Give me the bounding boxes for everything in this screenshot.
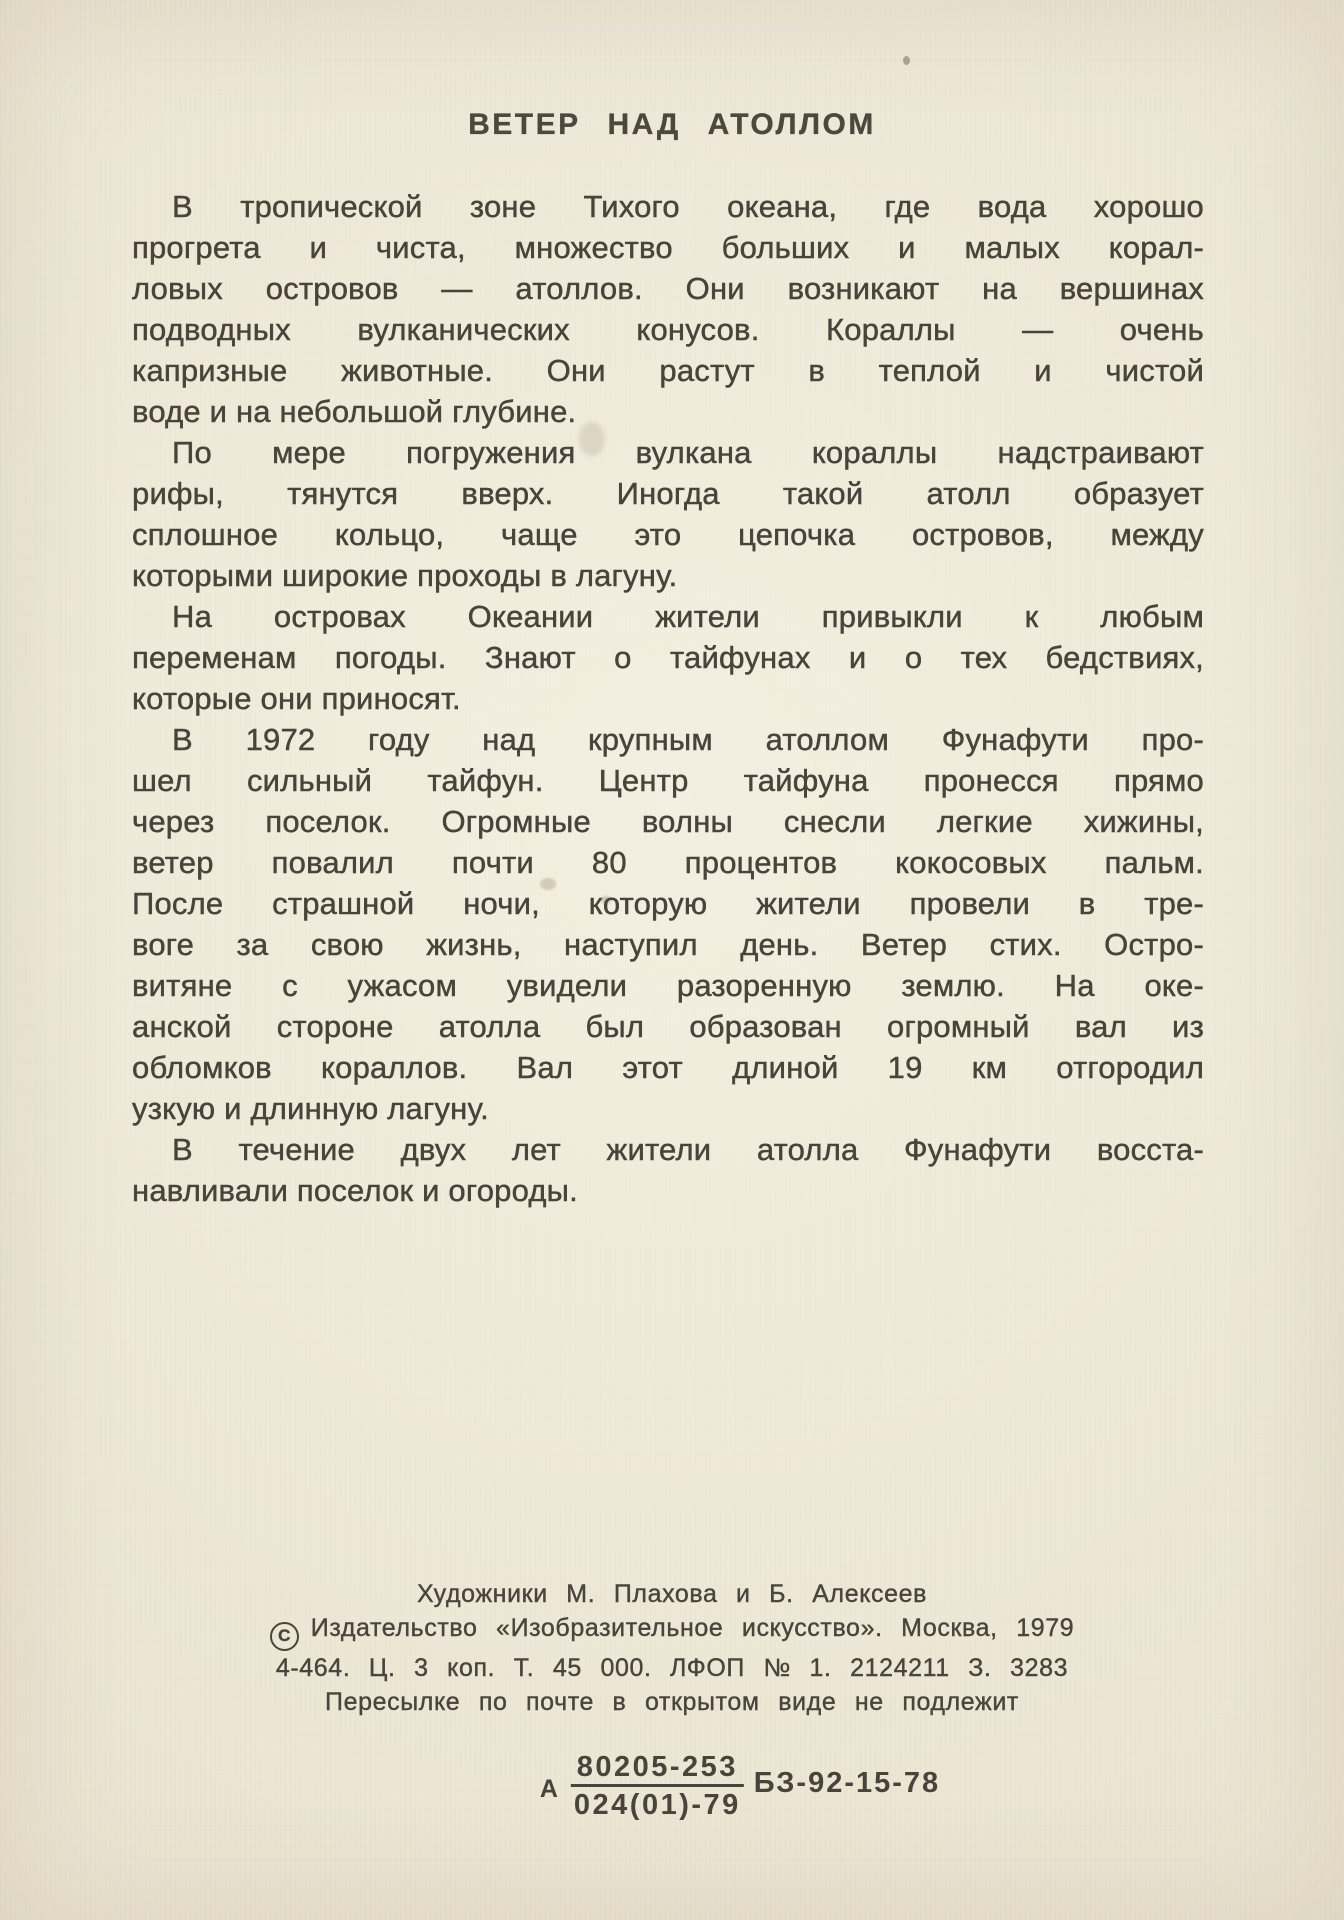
catalog-prefix: А: [539, 1774, 559, 1803]
text-line: рифы, тянутся вверх. Иногда такой атолл образует: [132, 476, 1204, 511]
text-line: воге за свою жизнь, наступил день. Ветер стих. Остро-: [132, 927, 1204, 962]
page-title: ВЕТЕР НАД АТОЛЛОМ: [468, 108, 876, 141]
text-line: капризные животные. Они растут в теплой и чистой: [132, 353, 1204, 388]
text-line: узкую и длинную лагуну.: [132, 1091, 489, 1126]
catalog-fraction: [571, 1752, 744, 1820]
paragraph: [132, 1129, 1204, 1211]
copyright-icon: С: [270, 1622, 299, 1651]
catalog-numerator: 80205-253: [576, 1751, 738, 1783]
catalog-series: БЗ-92-15-78: [753, 1766, 941, 1799]
text-line: По мере погружения вулкана кораллы надстраивают: [172, 435, 1204, 470]
text-line: которыми широкие проходы в лагуну.: [132, 558, 678, 593]
mailing-note-line: Пересылке по почте в открытом виде не подлежит: [325, 1687, 1019, 1716]
edition-line: 4-464. Ц. 3 коп. Т. 45 000. ЛФОП № 1. 2124211 З. 3283: [275, 1653, 1069, 1682]
text-line: шел сильный тайфун. Центр тайфуна пронесся прямо: [132, 763, 1204, 798]
paragraph: [132, 186, 1204, 432]
paragraph: [132, 596, 1204, 719]
text-line: подводных вулканических конусов. Кораллы — очень: [132, 312, 1204, 347]
paragraph: [132, 432, 1204, 596]
text-line: воде и на небольшой глубине.: [132, 394, 577, 429]
text-line: навливали поселок и огороды.: [132, 1173, 578, 1208]
text-line: анской стороне атолла был образован огромный вал из: [132, 1009, 1204, 1044]
imprint-block: [0, 1577, 1344, 1719]
paragraph: [132, 719, 1204, 1129]
catalog-code: [540, 1752, 940, 1820]
catalog-denominator: 024(01)-79: [571, 1784, 744, 1820]
artists-line: Художники М. Плахова и Б. Алексеев: [416, 1580, 928, 1608]
text-line: В 1972 году над крупным атоллом Фунафути про-: [172, 722, 1204, 757]
text-line: В течение двух лет жители атолла Фунафути восста-: [172, 1132, 1204, 1167]
text-line: В тропической зоне Тихого океана, где вода хорошо: [172, 189, 1204, 224]
scan-speck: [903, 56, 910, 65]
publisher-text: Издательство «Изобразительное искусство». Москва, 1979: [310, 1614, 1075, 1642]
text-line: прогрета и чиста, множество больших и малых корал-: [132, 230, 1204, 265]
article: [132, 186, 1204, 1211]
text-line: ловых островов — атоллов. Они возникают на вершинах: [132, 271, 1204, 306]
text-line: После страшной ночи, которую жители провели в тре-: [132, 886, 1204, 921]
text-line: На островах Океании жители привыкли к любым: [172, 599, 1204, 634]
copyright-line: [0, 1611, 1344, 1651]
text-line: через поселок. Огромные волны снесли легкие хижины,: [132, 804, 1204, 839]
text-line: переменам погоды. Знают о тайфунах и о тех бедствиях,: [132, 640, 1204, 675]
text-line: ветер повалил почти 80 процентов кокосовых пальм.: [132, 845, 1204, 880]
text-line: сплошное кольцо, чаще это цепочка островов, между: [132, 517, 1204, 552]
text-line: которые они приносят.: [132, 681, 461, 716]
text-line: обломков кораллов. Вал этот длиной 19 км отгородил: [132, 1050, 1204, 1085]
text-line: витяне с ужасом увидели разоренную землю. На оке-: [132, 968, 1204, 1003]
